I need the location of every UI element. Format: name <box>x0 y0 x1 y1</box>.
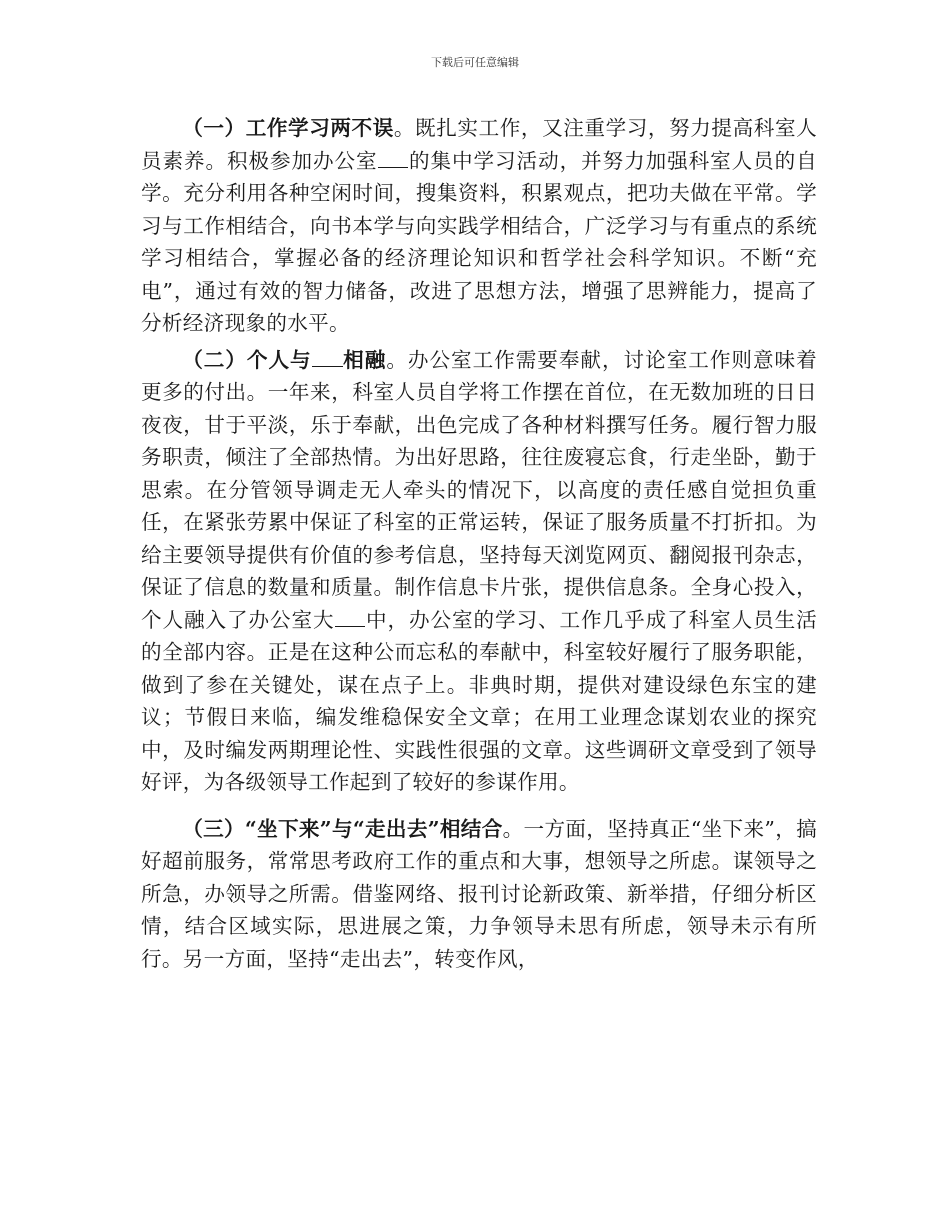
page-header: 下载后可任意编辑 <box>431 56 519 69</box>
paragraph-1 <box>141 112 817 340</box>
paragraph-2 <box>141 344 817 799</box>
paragraph-3 <box>141 813 817 976</box>
paragraph-3-heading: （三）“坐下来”与“走出去”相结合 <box>182 816 503 841</box>
paragraph-1-text-a: 。既扎实工作，又注重学习，努力提高科室人员素养。积极参加办公室 <box>141 116 818 173</box>
paragraph-3-text: 。一方面，坚持真正“坐下来”，搞好超前服务，常常思考政府工作的重点和大事，想领导之所虑。谋领导之所急，办领导之所需。借鉴网络、报刊讨论新政策、新举措，仔细分析区情，结合区域实际，思进展之策，力争领导未思有所虑，领导未示有所行。另一方面，坚持“走出去”，转变作风， <box>141 816 817 971</box>
paragraph-2-text-a: 。办公室工作需要奉献，讨论室工作则意味着更多的付出。一年来，科室人员自学将工作摆在首位，在无数加班的日日夜夜，甘于平淡，乐于奉献，出色完成了各种材料撰写任务。履行智力服务职责，倾注了全部热情。为出好思路，往往废寝忘食，行走坐卧，勤于思索。在分管领导调走无人牵头的情况下，以高度的责任感自觉担负重任，在紧张劳累中保证了科室的正常运转，保证了服务质量不打折扣。为给主要领导提供有价值的参考信息，坚持每天浏览网页、翻阅报刊杂志，保证了信息的数量和质量。制作信息卡片张，提供信息条。全身心投入，个人融入了办公室大 <box>141 347 817 632</box>
paragraph-1-heading: （一）工作学习两不误 <box>182 116 394 140</box>
document-body <box>141 112 817 979</box>
paragraph-2-heading-a: （二）个人与 <box>182 347 312 372</box>
fill-blank <box>378 148 409 168</box>
paragraph-1-text-b: 的集中学习活动，并努力加强科室人员的自学。充分利用各种空闲时间，搜集资料，积累观点，把功夫做在平常。学习与工作相结合，向书本学与向实践学相结合，广泛学习与有重点的系统学习相结合，掌握必备的经济理论知识和哲学社会科学知识。不断“充电”，通过有效的智力储备，改进了思想方法，增强了思辨能力，提高了分析经济现象的水平。 <box>141 148 817 335</box>
fill-blank <box>312 347 343 367</box>
paragraph-2-text-b: 中，办公室的学习、工作几乎成了科室人员生活的全部内容。正是在这种公而忘私的奉献中，科室较好履行了服务职能，做到了参在关键处，谋在点子上。非典时期，提供对建设绿色东宝的建议；节假日来临，编发维稳保安全文章；在用工业理念谋划农业的探究中，及时编发两期理论性、实践性很强的文章。这些调研文章受到了领导好评，为各级领导工作起到了较好的参谋作用。 <box>141 607 817 794</box>
paragraph-2-heading-b: 相融 <box>342 347 387 372</box>
fill-blank <box>335 607 366 627</box>
